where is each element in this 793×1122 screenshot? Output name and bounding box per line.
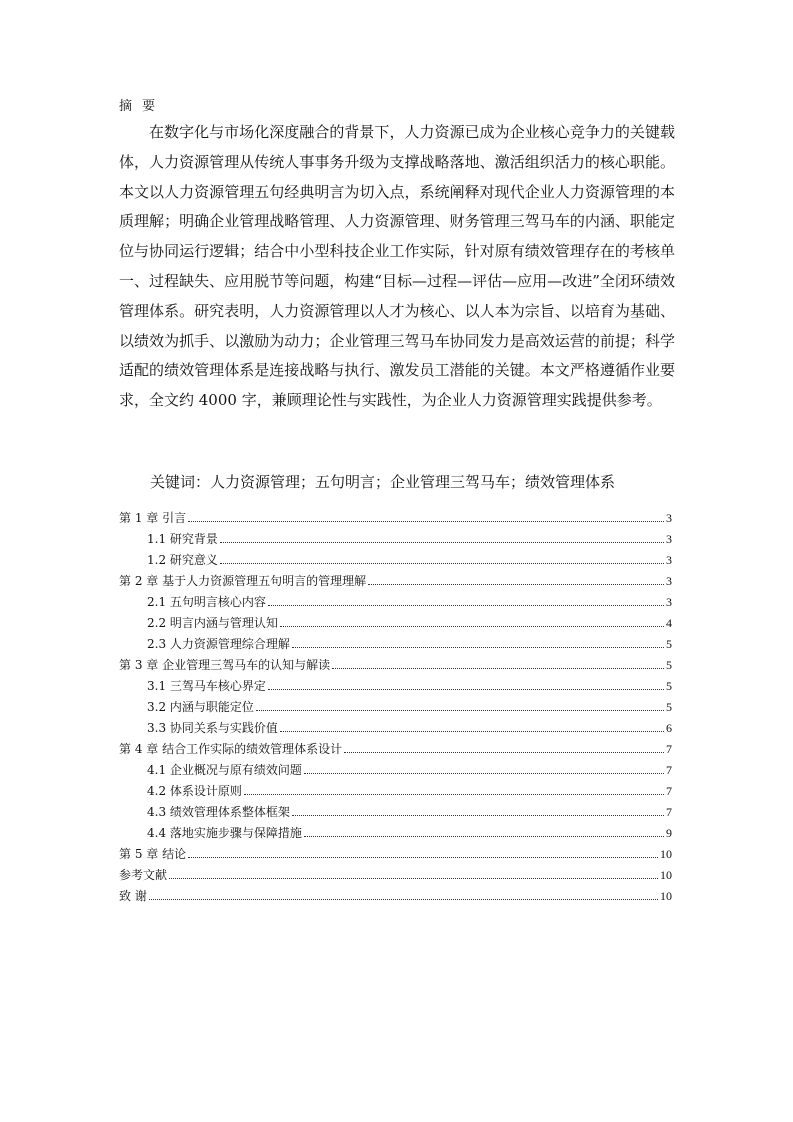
toc-leader-dots xyxy=(304,772,664,774)
toc-entry-label: 致 谢 xyxy=(119,889,147,903)
toc-entry-label: 3.1 三驾马车核心界定 xyxy=(147,679,266,693)
toc-entry-page: 4 xyxy=(666,616,672,630)
toc-entry[interactable] xyxy=(119,844,672,865)
toc-entry-page: 3 xyxy=(666,553,672,567)
table-of-contents xyxy=(119,508,672,907)
toc-entry-page: 10 xyxy=(660,847,672,861)
abstract-title: 摘 要 xyxy=(119,99,159,114)
toc-entry[interactable] xyxy=(119,718,672,739)
keywords-line: 关键词：人力资源管理；五句明言；企业管理三驾马车；绩效管理体系 xyxy=(150,473,616,491)
toc-entry-page: 7 xyxy=(666,805,672,819)
toc-entry-label: 1.2 研究意义 xyxy=(147,553,218,567)
toc-entry[interactable] xyxy=(119,760,672,781)
toc-leader-dots xyxy=(280,730,664,732)
toc-entry-page: 7 xyxy=(666,742,672,756)
toc-leader-dots xyxy=(268,688,664,690)
toc-entry[interactable] xyxy=(119,550,672,571)
toc-entry-label: 3.3 协同关系与实践价值 xyxy=(147,721,278,735)
toc-entry[interactable] xyxy=(119,865,672,886)
toc-entry-page: 3 xyxy=(666,511,672,525)
toc-entry-label: 第 3 章 企业管理三驾马车的认知与解读 xyxy=(119,658,331,672)
toc-entry-page: 10 xyxy=(660,889,672,903)
toc-entry[interactable] xyxy=(119,529,672,550)
toc-entry-page: 6 xyxy=(666,721,672,735)
toc-leader-dots xyxy=(268,604,664,606)
toc-entry[interactable] xyxy=(119,676,672,697)
toc-entry[interactable] xyxy=(119,823,672,844)
toc-entry-label: 参考文献 xyxy=(119,868,168,882)
toc-entry-page: 7 xyxy=(666,763,672,777)
toc-entry[interactable] xyxy=(119,697,672,718)
toc-entry-label: 3.2 内涵与职能定位 xyxy=(147,700,254,714)
toc-entry-page: 5 xyxy=(666,637,672,651)
toc-leader-dots xyxy=(280,625,664,627)
toc-leader-dots xyxy=(368,583,664,585)
toc-entry-page: 5 xyxy=(666,679,672,693)
toc-leader-dots xyxy=(220,541,664,543)
toc-entry-label: 4.1 企业概况与原有绩效问题 xyxy=(147,763,302,777)
toc-entry[interactable] xyxy=(119,739,672,760)
toc-leader-dots xyxy=(220,562,664,564)
toc-leader-dots xyxy=(292,814,664,816)
toc-entry-label: 1.1 研究背景 xyxy=(147,532,218,546)
toc-entry[interactable] xyxy=(119,781,672,802)
toc-leader-dots xyxy=(149,898,658,900)
toc-entry-label: 2.1 五句明言核心内容 xyxy=(147,595,266,609)
abstract-body: 在数字化与市场化深度融合的背景下，人力资源已成为企业核心竞争力的关键载体，人力资源管理从传统人事事务升级为支撑战略落地、激活组织活力的核心职能。本文以人力资源管理五句经典明言为切入点，系统阐释对现代企业人力资源管理的本质理解；明确企业管理战略管理、人力资源管理、财务管理三驾马车的内涵、职能定位与协同运行逻辑；结合中小型科技企业工作实际，针对原有绩效管理存在的考核单一、过程缺失、应用脱节等问题，构建“目标—过程—评估—应用—改进”全闭环绩效管理体系。研究表明，人力资源管理以人才为核心、以人本为宗旨、以培育为基础、以绩效为抓手、以激励为动力；企业管理三驾马车协同发力是高效运营的前提；科学适配的绩效管理体系是连接战略与执行、激发员工潜能的关键。本文严格遵循作业要求，全文约 4000 字，兼顾理论性与实践性，为企业人力资源管理实践提供参考。 xyxy=(119,123,675,410)
toc-entry[interactable] xyxy=(119,592,672,613)
toc-entry[interactable] xyxy=(119,634,672,655)
toc-entry-label: 第 4 章 结合工作实际的绩效管理体系设计 xyxy=(119,742,343,756)
toc-entry-label: 2.2 明言内涵与管理认知 xyxy=(147,616,278,630)
toc-entry-page: 3 xyxy=(666,532,672,546)
toc-entry-page: 3 xyxy=(666,595,672,609)
toc-entry-label: 4.2 体系设计原则 xyxy=(147,784,242,798)
toc-leader-dots xyxy=(292,646,664,648)
toc-entry-page: 5 xyxy=(666,658,672,672)
toc-leader-dots xyxy=(169,877,658,879)
toc-entry-page: 10 xyxy=(660,868,672,882)
toc-entry-label: 4.3 绩效管理体系整体框架 xyxy=(147,805,290,819)
toc-entry-label: 第 2 章 基于人力资源管理五句明言的管理理解 xyxy=(119,574,367,588)
toc-leader-dots xyxy=(332,667,664,669)
toc-entry-page: 7 xyxy=(666,784,672,798)
toc-entry[interactable] xyxy=(119,571,672,592)
toc-entry[interactable] xyxy=(119,802,672,823)
toc-entry-page: 9 xyxy=(666,826,672,840)
toc-entry[interactable] xyxy=(119,886,672,907)
toc-leader-dots xyxy=(188,856,658,858)
toc-leader-dots xyxy=(244,793,664,795)
toc-entry-page: 5 xyxy=(666,700,672,714)
toc-leader-dots xyxy=(256,709,664,711)
toc-entry[interactable] xyxy=(119,655,672,676)
toc-entry-label: 4.4 落地实施步骤与保障措施 xyxy=(147,826,302,840)
toc-leader-dots xyxy=(344,751,664,753)
toc-entry-label: 第 1 章 引言 xyxy=(119,511,187,525)
toc-entry[interactable] xyxy=(119,508,672,529)
toc-leader-dots xyxy=(188,520,664,522)
toc-entry-label: 2.3 人力资源管理综合理解 xyxy=(147,637,290,651)
toc-leader-dots xyxy=(304,835,664,837)
toc-entry-page: 3 xyxy=(666,574,672,588)
toc-entry[interactable] xyxy=(119,613,672,634)
toc-entry-label: 第 5 章 结论 xyxy=(119,847,187,861)
